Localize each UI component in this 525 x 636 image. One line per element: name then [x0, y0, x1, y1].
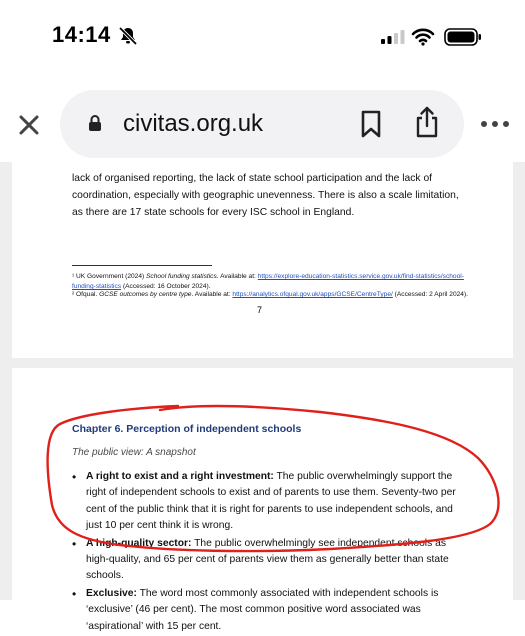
page-number: 7: [257, 305, 263, 315]
section-subheading: The public view: A snapshot: [72, 447, 196, 458]
browser-toolbar: [0, 88, 525, 162]
wifi-icon: [412, 28, 434, 46]
footnote-divider: [72, 265, 212, 266]
document-page-7: [12, 162, 513, 358]
footnote-2: ² Ofqual. GCSE outcomes by centre type. Available at: https://analytics.ofqual.gov.uk/apps/GCSE/CentreType/ (Accessed: 2 April 2024).: [72, 291, 468, 298]
chapter-title: Chapter 6. Perception of independent schools: [72, 423, 302, 435]
close-icon[interactable]: [18, 114, 40, 136]
lock-icon: [88, 114, 102, 132]
battery-icon: [444, 28, 482, 46]
more-options-icon[interactable]: [480, 120, 510, 128]
document-page-8: [12, 368, 513, 632]
bullet-item: • A right to exist and a right investment: The public overwhelmingly support the right of independent schools to exist and of parents to use them. Seventy-two per cent of the public think that it is right for parents to use independent schools, and just 10 per cent think it is wrong.: [72, 469, 467, 535]
url-text[interactable]: civitas.org.uk: [123, 110, 264, 137]
footnote-2-link[interactable]: https://analytics.ofqual.gov.uk/apps/GCSE/CentreType/: [232, 291, 393, 298]
bell-slash-icon: [118, 26, 138, 46]
pdf-viewer[interactable]: [0, 162, 525, 632]
bookmark-icon[interactable]: [360, 110, 382, 138]
share-icon[interactable]: [414, 106, 440, 138]
footnote-1-link[interactable]: https://explore-education-statistics.service.gov.uk/find-statistics/school-funding-statistics: [72, 273, 464, 290]
bullet-list: [72, 469, 467, 636]
signal-icon: [381, 30, 405, 44]
clock: 14:14: [52, 22, 111, 47]
bullet-item: • A high-quality sector: The public overwhelmingly see independent schools as high-quality, and 65 per cent of parents view them as generally better than state schools.: [72, 536, 467, 585]
body-paragraph: lack of organised reporting, the lack of state school participation and the lack of coordination, especially with geographic unevenness. There is also a scale limitation, as there are 17 state schools for every ISC school in England.: [72, 173, 459, 218]
bullet-item: • Exclusive: The word most commonly associated with independent schools is ‘exclusive’ (46 per cent). The most common positive word associated was ‘aspirational’ with 15 per cent.: [72, 586, 467, 635]
footnote-1: ¹ UK Government (2024) School funding statistics. Available at: https://explore-education-statistics.service.gov.uk/find-statistics/school-funding-statistics (Accessed: 16 October 2024).: [72, 273, 464, 290]
status-bar: [0, 0, 525, 80]
